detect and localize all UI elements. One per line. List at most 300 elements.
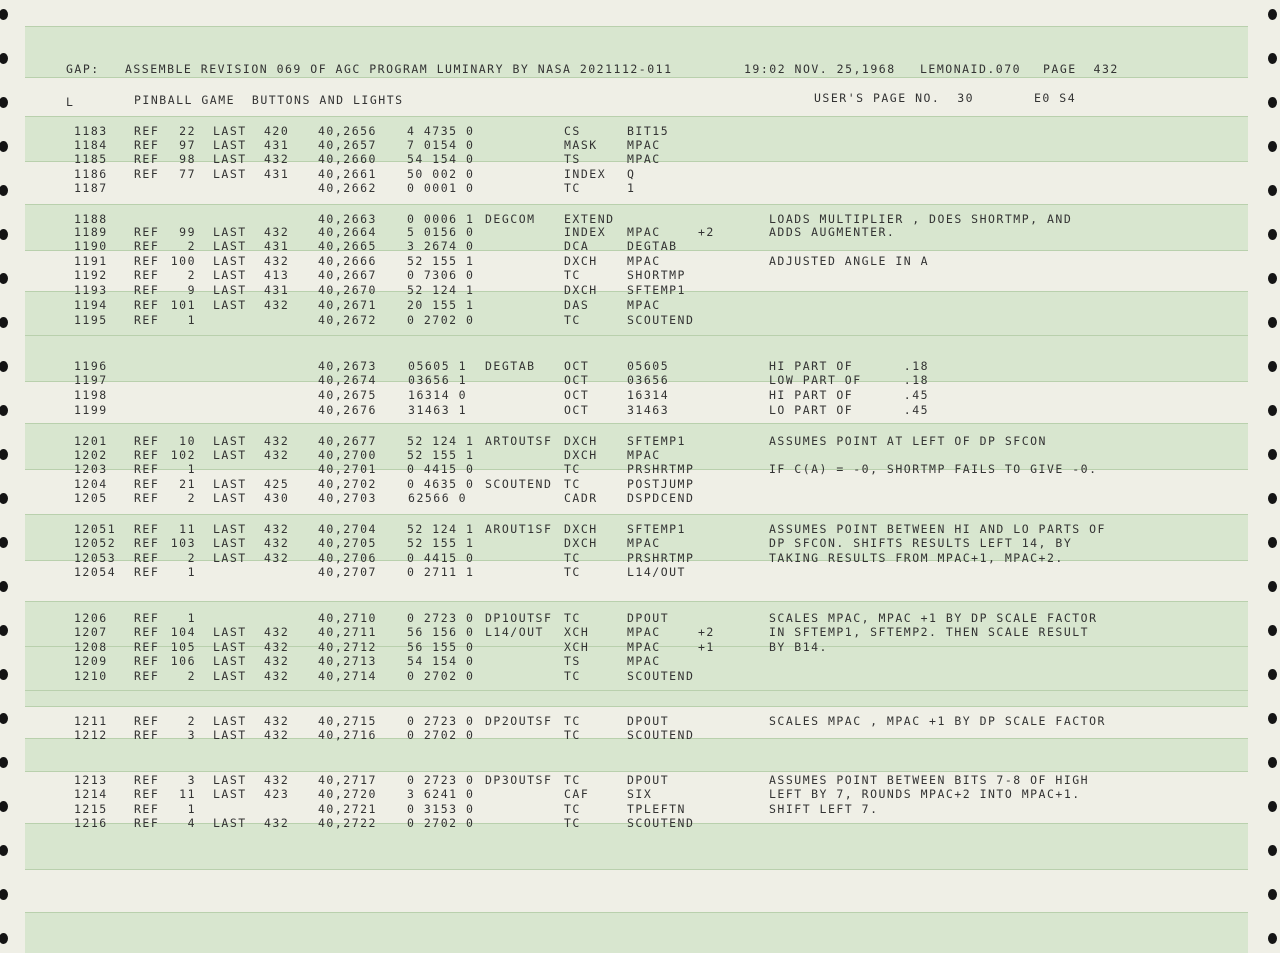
sprocket-hole (0, 889, 8, 900)
operand: MPAC (627, 138, 661, 152)
comment: LOADS MULTIPLIER , DOES SHORTMP, AND (769, 212, 1073, 226)
green-stripe (25, 738, 1248, 772)
ref-count: 4 (187, 816, 196, 830)
ref-keyword: REF (134, 239, 160, 253)
last-page: 432 (264, 728, 290, 742)
object-code: 54 154 0 (407, 152, 475, 166)
object-code: 0 2702 0 (407, 313, 475, 327)
sprocket-hole (1268, 713, 1277, 724)
line-number: 1196 (74, 359, 108, 373)
operand: BIT15 (627, 124, 670, 138)
last-page: 432 (264, 654, 290, 668)
line-number: 1211 (74, 714, 108, 728)
ref-keyword: REF (134, 313, 160, 327)
line-number: 1183 (74, 124, 108, 138)
ref-keyword: REF (134, 816, 160, 830)
ref-count: 1 (187, 565, 196, 579)
ref-keyword: REF (134, 434, 160, 448)
ref-keyword: REF (134, 728, 160, 742)
operand: SIX (627, 787, 653, 801)
object-code: 0 7306 0 (407, 268, 475, 282)
last-keyword: LAST (213, 491, 247, 505)
object-code: 05605 1 (408, 359, 467, 373)
operand: SCOUTEND (627, 728, 695, 742)
listing-row (0, 434, 1200, 448)
operand: MPAC (627, 448, 661, 462)
index-offset: +2 (698, 625, 715, 639)
line-number: 1189 (74, 225, 108, 239)
address: 40,2715 (318, 714, 377, 728)
ref-count: 102 (170, 448, 196, 462)
object-code: 0 2711 1 (407, 565, 475, 579)
operand: 16314 (627, 388, 670, 402)
line-number: 1188 (74, 212, 108, 226)
address: 40,2657 (318, 138, 377, 152)
address: 40,2701 (318, 462, 377, 476)
listing-row (0, 268, 1200, 282)
address: 40,2665 (318, 239, 377, 253)
line-number: 1210 (74, 669, 108, 683)
last-page: 431 (264, 167, 290, 181)
sprocket-hole (1268, 361, 1277, 372)
operand: MPAC (627, 225, 661, 239)
last-page: 432 (264, 669, 290, 683)
line-number: 1209 (74, 654, 108, 668)
ref-count: 98 (179, 152, 196, 166)
object-code: 52 155 1 (407, 254, 475, 268)
last-keyword: LAST (213, 640, 247, 654)
section-marker: L (66, 95, 75, 109)
operand: SHORTMP (627, 268, 686, 282)
object-code: 0 2702 0 (407, 669, 475, 683)
symbol-label: AROUT1SF (485, 522, 553, 536)
opcode: MASK (564, 138, 598, 152)
object-code: 0 2702 0 (407, 816, 475, 830)
ref-count: 1 (187, 611, 196, 625)
line-number: 1191 (74, 254, 108, 268)
listing-row (0, 669, 1200, 683)
listing-row (0, 239, 1200, 253)
last-keyword: LAST (213, 816, 247, 830)
object-code: 52 124 1 (407, 522, 475, 536)
line-number: 1192 (74, 268, 108, 282)
sprocket-hole (1268, 581, 1277, 592)
object-code: 5 0156 0 (407, 225, 475, 239)
object-code: 52 155 1 (407, 536, 475, 550)
ref-count: 3 (187, 773, 196, 787)
object-code: 54 154 0 (407, 654, 475, 668)
opcode: XCH (564, 625, 590, 639)
operand: MPAC (627, 298, 661, 312)
ref-keyword: REF (134, 654, 160, 668)
ref-keyword: REF (134, 268, 160, 282)
ref-count: 2 (187, 669, 196, 683)
listing-row (0, 640, 1200, 654)
last-keyword: LAST (213, 522, 247, 536)
last-keyword: LAST (213, 536, 247, 550)
sprocket-hole (1268, 845, 1277, 856)
operand: SFTEMP1 (627, 522, 686, 536)
last-page: 432 (264, 254, 290, 268)
symbol-label: DP1OUTSF (485, 611, 553, 625)
operand: L14/OUT (627, 565, 686, 579)
ref-count: 97 (179, 138, 196, 152)
line-number: 1205 (74, 491, 108, 505)
address: 40,2703 (318, 491, 377, 505)
operand: DPOUT (627, 714, 670, 728)
green-stripe (25, 690, 1248, 707)
listing-row (0, 522, 1200, 536)
object-code: 50 002 0 (407, 167, 475, 181)
line-number: 12054 (74, 565, 117, 579)
last-page: 420 (264, 124, 290, 138)
opcode: TC (564, 816, 581, 830)
sprocket-hole (1268, 625, 1277, 636)
address: 40,2704 (318, 522, 377, 536)
comment: LEFT BY 7, ROUNDS MPAC+2 INTO MPAC+1. (769, 787, 1081, 801)
object-code: 4 4735 0 (407, 124, 475, 138)
line-number: 1206 (74, 611, 108, 625)
ref-keyword: REF (134, 522, 160, 536)
object-code: 3 2674 0 (407, 239, 475, 253)
listing-row (0, 773, 1200, 787)
last-keyword: LAST (213, 283, 247, 297)
ref-count: 100 (170, 254, 196, 268)
ref-keyword: REF (134, 298, 160, 312)
header-program-line: GAP: ASSEMBLE REVISION 069 OF AGC PROGRAM LUMINARY BY NASA 2021112-011 (66, 62, 673, 76)
comment: IF C(A) = -0, SHORTMP FAILS TO GIVE -0. (769, 462, 1098, 476)
line-number: 1207 (74, 625, 108, 639)
listing-row (0, 491, 1200, 505)
operand: MPAC (627, 640, 661, 654)
ref-count: 2 (187, 714, 196, 728)
sprocket-hole (1268, 317, 1277, 328)
object-code: 31463 1 (408, 403, 467, 417)
opcode: TC (564, 477, 581, 491)
line-number: 1216 (74, 816, 108, 830)
listing-row (0, 714, 1200, 728)
opcode: TC (564, 802, 581, 816)
opcode: OCT (564, 403, 590, 417)
line-number: 12052 (74, 536, 117, 550)
last-page: 432 (264, 551, 290, 565)
line-number: 12053 (74, 551, 117, 565)
last-page: 432 (264, 522, 290, 536)
last-keyword: LAST (213, 551, 247, 565)
listing-row (0, 565, 1200, 579)
listing-row (0, 373, 1200, 387)
address: 40,2710 (318, 611, 377, 625)
comment: HI PART OF .45 (769, 388, 930, 402)
listing-row (0, 448, 1200, 462)
last-page: 430 (264, 491, 290, 505)
opcode: DXCH (564, 283, 598, 297)
operand: 31463 (627, 403, 670, 417)
opcode: INDEX (564, 167, 607, 181)
operand: MPAC (627, 152, 661, 166)
last-keyword: LAST (213, 434, 247, 448)
comment: IN SFTEMP1, SFTEMP2. THEN SCALE RESULT (769, 625, 1090, 639)
section-title: PINBALL GAME BUTTONS AND LIGHTS (134, 93, 404, 107)
opcode: OCT (564, 373, 590, 387)
ref-count: 1 (187, 802, 196, 816)
last-keyword: LAST (213, 728, 247, 742)
last-keyword: LAST (213, 268, 247, 282)
address: 40,2666 (318, 254, 377, 268)
opcode: TC (564, 551, 581, 565)
ref-keyword: REF (134, 462, 160, 476)
last-page: 432 (264, 816, 290, 830)
listing-row (0, 283, 1200, 297)
object-code: 52 124 1 (407, 283, 475, 297)
line-number: 1186 (74, 167, 108, 181)
address: 40,2677 (318, 434, 377, 448)
line-number: 1197 (74, 373, 108, 387)
address: 40,2700 (318, 448, 377, 462)
line-number: 1215 (74, 802, 108, 816)
listing-row (0, 181, 1200, 195)
comment: SCALES MPAC, MPAC +1 BY DP SCALE FACTOR (769, 611, 1098, 625)
address: 40,2722 (318, 816, 377, 830)
line-number: 1194 (74, 298, 108, 312)
listing-row (0, 654, 1200, 668)
sprocket-hole (0, 581, 8, 592)
ref-keyword: REF (134, 551, 160, 565)
sprocket-hole (0, 757, 8, 768)
object-code: 0 4635 0 (407, 477, 475, 491)
object-code: 0 2702 0 (407, 728, 475, 742)
sprocket-hole (1268, 801, 1277, 812)
sprocket-hole (1268, 537, 1277, 548)
opcode: CADR (564, 491, 598, 505)
ref-count: 99 (179, 225, 196, 239)
last-page: 432 (264, 152, 290, 166)
last-page: 413 (264, 268, 290, 282)
line-number: 1212 (74, 728, 108, 742)
ref-keyword: REF (134, 124, 160, 138)
last-keyword: LAST (213, 448, 247, 462)
operand: 05605 (627, 359, 670, 373)
object-code: 0 4415 0 (407, 551, 475, 565)
symbol-label: DEGCOM (485, 212, 536, 226)
last-keyword: LAST (213, 254, 247, 268)
listing-row (0, 388, 1200, 402)
object-code: 52 124 1 (407, 434, 475, 448)
object-code: 62566 0 (408, 491, 467, 505)
opcode: DXCH (564, 254, 598, 268)
operand: PRSHRTMP (627, 551, 695, 565)
operand: Q (627, 167, 636, 181)
ref-keyword: REF (134, 565, 160, 579)
opcode: TC (564, 462, 581, 476)
header-page-number: PAGE 432 (1043, 62, 1119, 76)
comment: SCALES MPAC , MPAC +1 BY DP SCALE FACTOR (769, 714, 1106, 728)
operand: DPOUT (627, 773, 670, 787)
comment: TAKING RESULTS FROM MPAC+1, MPAC+2. (769, 551, 1064, 565)
comment: LO PART OF .45 (769, 403, 930, 417)
opcode: DXCH (564, 522, 598, 536)
line-number: 1199 (74, 403, 108, 417)
ref-count: 77 (179, 167, 196, 181)
address: 40,2667 (318, 268, 377, 282)
last-keyword: LAST (213, 654, 247, 668)
operand: MPAC (627, 254, 661, 268)
ref-count: 2 (187, 268, 196, 282)
address: 40,2707 (318, 565, 377, 579)
ref-keyword: REF (134, 491, 160, 505)
listing-row (0, 212, 1200, 226)
address: 40,2716 (318, 728, 377, 742)
opcode: EXTEND (564, 212, 615, 226)
object-code: 0 0001 0 (407, 181, 475, 195)
ref-count: 3 (187, 728, 196, 742)
listing-row (0, 816, 1200, 830)
ref-count: 2 (187, 239, 196, 253)
address: 40,2721 (318, 802, 377, 816)
listing-row (0, 802, 1200, 816)
ref-count: 22 (179, 124, 196, 138)
operand: POSTJUMP (627, 477, 695, 491)
object-code: 0 2723 0 (407, 773, 475, 787)
opcode: TC (564, 565, 581, 579)
address: 40,2705 (318, 536, 377, 550)
object-code: 0 2723 0 (407, 611, 475, 625)
address: 40,2673 (318, 359, 377, 373)
ref-count: 105 (170, 640, 196, 654)
last-page: 432 (264, 536, 290, 550)
listing-row (0, 254, 1200, 268)
line-number: 1198 (74, 388, 108, 402)
line-number: 1185 (74, 152, 108, 166)
header-timestamp: 19:02 NOV. 25,1968 (744, 62, 896, 76)
opcode: TC (564, 268, 581, 282)
listing-row (0, 138, 1200, 152)
comment: ASSUMES POINT BETWEEN HI AND LO PARTS OF (769, 522, 1106, 536)
sprocket-hole (1268, 889, 1277, 900)
last-keyword: LAST (213, 167, 247, 181)
ref-count: 106 (170, 654, 196, 668)
listing-row (0, 298, 1200, 312)
object-code: 0 3153 0 (407, 802, 475, 816)
listing-row (0, 611, 1200, 625)
ref-keyword: REF (134, 640, 160, 654)
sprocket-hole (1268, 185, 1277, 196)
last-keyword: LAST (213, 239, 247, 253)
operand: SCOUTEND (627, 816, 695, 830)
ref-count: 11 (179, 522, 196, 536)
user-page-number: USER'S PAGE NO. 30 (814, 91, 975, 105)
ref-keyword: REF (134, 283, 160, 297)
opcode: INDEX (564, 225, 607, 239)
sprocket-hole (1268, 141, 1277, 152)
ref-count: 11 (179, 787, 196, 801)
opcode: TC (564, 669, 581, 683)
listing-row (0, 124, 1200, 138)
address: 40,2720 (318, 787, 377, 801)
ref-keyword: REF (134, 714, 160, 728)
ref-count: 1 (187, 462, 196, 476)
opcode: XCH (564, 640, 590, 654)
ref-keyword: REF (134, 448, 160, 462)
last-page: 432 (264, 434, 290, 448)
line-number: 1201 (74, 434, 108, 448)
line-number: 12051 (74, 522, 117, 536)
object-code: 0 4415 0 (407, 462, 475, 476)
last-page: 432 (264, 225, 290, 239)
line-number: 1184 (74, 138, 108, 152)
line-number: 1195 (74, 313, 108, 327)
object-code: 16314 0 (408, 388, 467, 402)
opcode: OCT (564, 388, 590, 402)
symbol-label: L14/OUT (485, 625, 544, 639)
line-number: 1193 (74, 283, 108, 297)
symbol-label: ARTOUTSF (485, 434, 553, 448)
sprocket-hole (1268, 493, 1277, 504)
opcode: TC (564, 313, 581, 327)
listing-row (0, 787, 1200, 801)
opcode: DXCH (564, 536, 598, 550)
operand: TPLEFTN (627, 802, 686, 816)
opcode: TC (564, 714, 581, 728)
last-page: 432 (264, 448, 290, 462)
operand: DSPDCEND (627, 491, 695, 505)
opcode: OCT (564, 359, 590, 373)
line-number: 1208 (74, 640, 108, 654)
last-page: 431 (264, 138, 290, 152)
last-page: 432 (264, 298, 290, 312)
last-page: 432 (264, 714, 290, 728)
last-page: 425 (264, 477, 290, 491)
address: 40,2702 (318, 477, 377, 491)
ref-keyword: REF (134, 802, 160, 816)
symbol-label: DEGTAB (485, 359, 536, 373)
last-keyword: LAST (213, 773, 247, 787)
ref-keyword: REF (134, 152, 160, 166)
ref-count: 104 (170, 625, 196, 639)
sprocket-hole (1268, 449, 1277, 460)
line-number: 1202 (74, 448, 108, 462)
listing-row (0, 477, 1200, 491)
listing-row (0, 152, 1200, 166)
sprocket-hole (1268, 53, 1277, 64)
object-code: 0 2723 0 (407, 714, 475, 728)
address: 40,2714 (318, 669, 377, 683)
last-keyword: LAST (213, 669, 247, 683)
comment: BY B14. (769, 640, 828, 654)
opcode: DCA (564, 239, 590, 253)
address: 40,2663 (318, 212, 377, 226)
green-stripe (25, 823, 1248, 870)
address: 40,2674 (318, 373, 377, 387)
ref-keyword: REF (134, 167, 160, 181)
opcode: CAF (564, 787, 590, 801)
address: 40,2706 (318, 551, 377, 565)
address: 40,2713 (318, 654, 377, 668)
sprocket-hole (1268, 9, 1277, 20)
object-code: 52 155 1 (407, 448, 475, 462)
operand: SFTEMP1 (627, 283, 686, 297)
last-page: 432 (264, 640, 290, 654)
ref-keyword: REF (134, 477, 160, 491)
opcode: DXCH (564, 434, 598, 448)
comment: ASSUMES POINT AT LEFT OF DP SFCON (769, 434, 1047, 448)
address: 40,2717 (318, 773, 377, 787)
sprocket-hole (0, 53, 8, 64)
ref-keyword: REF (134, 611, 160, 625)
eo-code: E0 S4 (1034, 91, 1077, 105)
green-stripe (25, 912, 1248, 953)
address: 40,2675 (318, 388, 377, 402)
